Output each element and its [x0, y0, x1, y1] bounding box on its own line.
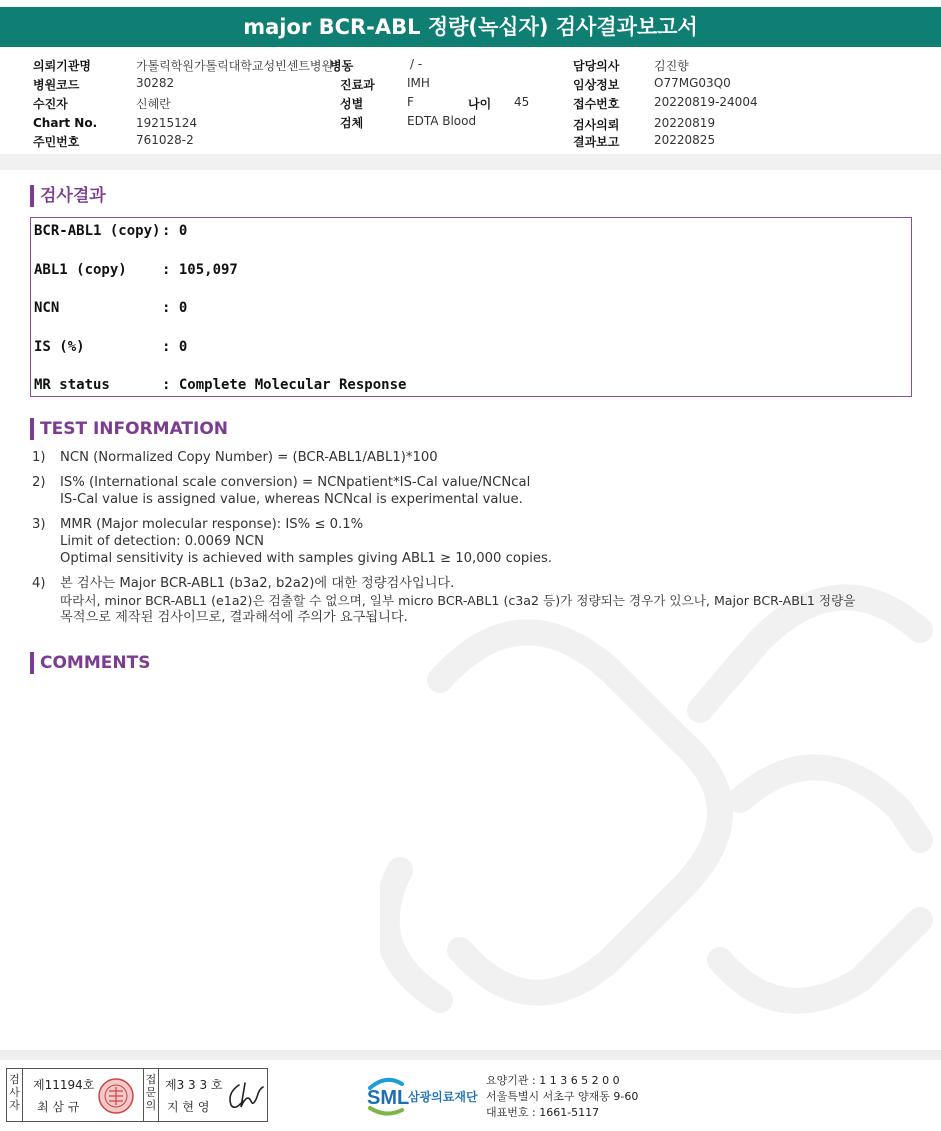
- org-address: 서울특별시 서초구 양재동 9-60: [486, 1090, 639, 1103]
- item-line: 목적으로 제작된 검사이므로, 결과해석에 주의가 요구됩니다.: [60, 610, 408, 625]
- result-label: ABL1 (copy): [34, 262, 127, 278]
- tester-char: 사: [9, 1086, 20, 1099]
- test-info-item: [32, 575, 912, 626]
- sex-label: 성별: [340, 97, 364, 111]
- patient-info-block: [0, 52, 941, 152]
- examinee-label: 수진자: [33, 97, 68, 111]
- examinee-value: 신혜란: [136, 97, 171, 111]
- approver-char: 접: [145, 1073, 157, 1086]
- tester-name: 최 삼 규: [37, 1100, 80, 1114]
- doctor-value: 김진향: [654, 59, 689, 73]
- clinical-label: 임상정보: [573, 78, 620, 92]
- header-divider: [0, 154, 941, 170]
- reception-label: 접수번호: [573, 97, 620, 111]
- dept-value: IMH: [407, 76, 430, 90]
- reception-value: 20220819-24004: [654, 95, 758, 109]
- logo-text: SML: [367, 1087, 410, 1109]
- item-line: 본 검사는 Major BCR-ABL1 (b3a2, b2a2)에 대한 정량검사입니다.: [60, 576, 455, 591]
- hospital-code-value: 30282: [136, 76, 175, 90]
- tester-vertical-label: [7, 1069, 23, 1121]
- approver-vertical-label: [143, 1069, 159, 1121]
- seal-stamp-icon: [97, 1077, 135, 1115]
- result-value: : 105,097: [162, 262, 238, 278]
- result-label: NCN: [34, 300, 60, 316]
- institution-label: 의뢰기관명: [33, 59, 91, 73]
- test-info-item: [32, 516, 912, 567]
- result-row: [34, 262, 238, 278]
- item-line: Limit of detection: 0.0069 NCN: [60, 534, 264, 549]
- test-info-list: [32, 449, 912, 634]
- item-number: 3): [32, 517, 46, 532]
- result-label: MR status: [34, 377, 110, 393]
- resident-id-label: 주민번호: [33, 135, 80, 149]
- test-info-item: [32, 474, 912, 508]
- org-info: [486, 1073, 638, 1121]
- chart-no-label: Chart No.: [33, 116, 98, 130]
- signature-icon: [225, 1079, 265, 1113]
- specimen-value: EDTA Blood: [407, 114, 477, 128]
- approver-char: 문: [145, 1086, 157, 1099]
- item-number: 1): [32, 450, 46, 465]
- result-row: [34, 377, 406, 393]
- result-value: : 0: [162, 223, 188, 239]
- results-section-title: 검사결과: [30, 185, 106, 207]
- report-date-label: 결과보고: [573, 135, 620, 149]
- item-line: IS% (International scale conversion) = NCNpatient*IS-Cal value/NCNcal: [60, 475, 531, 490]
- item-line: Optimal sensitivity is achieved with samples giving ABL1 ≥ 10,000 copies.: [60, 551, 553, 566]
- clinical-value: O77MG03Q0: [654, 76, 731, 90]
- signature-box: [6, 1068, 268, 1122]
- item-line: 따라서, minor BCR-ABL1 (e1a2)은 검출할 수 없으며, 일부 micro BCR-ABL1 (c3a2 등)가 정량되는 경우가 있으나, Major BCR-ABL1 정량을: [60, 593, 856, 608]
- approver-license-no: 제3 3 3 호: [165, 1078, 223, 1092]
- result-row: [34, 223, 187, 239]
- approver-name: 지 현 영: [167, 1100, 210, 1114]
- comments-section-title: COMMENTS: [30, 652, 150, 674]
- tester-char: 검: [9, 1073, 20, 1086]
- institution-value: 가톨릭학원가톨릭대학교성빈센트병원: [136, 59, 334, 73]
- report-date-value: 20220825: [654, 133, 716, 147]
- hospital-code-label: 병원코드: [33, 78, 80, 92]
- age-value: 45: [514, 95, 530, 109]
- report-title: major BCR-ABL 정량(녹십자) 검사결과보고서: [0, 7, 941, 47]
- request-value: 20220819: [654, 116, 716, 130]
- result-row: [34, 339, 187, 355]
- footer-divider: [0, 1050, 941, 1060]
- ward-label: 병동: [330, 59, 354, 73]
- dept-label: 진료과: [340, 78, 375, 92]
- result-value: : 0: [162, 300, 188, 316]
- age-label: 나이: [468, 97, 492, 111]
- result-value: : 0: [162, 339, 188, 355]
- item-line: IS-Cal value is assigned value, whereas NCNcal is experimental value.: [60, 492, 523, 507]
- org-phone: 대표번호 : 1661-5117: [486, 1106, 600, 1119]
- item-number: 4): [32, 576, 46, 591]
- result-value: : Complete Molecular Response: [162, 377, 407, 393]
- ward-value: / -: [410, 57, 423, 71]
- chart-no-value: 19215124: [136, 116, 198, 130]
- org-code: 요양기관 : 1 1 3 6 5 2 0 0: [486, 1074, 620, 1087]
- approver-char: 의: [145, 1099, 157, 1112]
- sex-value: F: [407, 95, 414, 109]
- test-info-section-title: TEST INFORMATION: [30, 418, 228, 440]
- result-label: BCR-ABL1 (copy): [34, 223, 161, 239]
- results-box: [30, 217, 912, 397]
- tester-license-no: 제11194호: [33, 1078, 95, 1092]
- test-info-item: [32, 449, 912, 466]
- item-number: 2): [32, 475, 46, 490]
- tester-char: 자: [9, 1099, 20, 1112]
- resident-id-value: 761028-2: [136, 133, 194, 147]
- result-label: IS (%): [34, 339, 85, 355]
- request-label: 검사의뢰: [573, 118, 620, 132]
- doctor-label: 담당의사: [573, 59, 620, 73]
- watermark-cross-icon: [380, 570, 941, 1030]
- item-line: MMR (Major molecular response): IS% ≤ 0.1%: [60, 517, 364, 532]
- result-row: [34, 300, 187, 316]
- specimen-label: 검체: [340, 116, 364, 130]
- item-line: NCN (Normalized Copy Number) = (BCR-ABL1/ABL1)*100: [60, 450, 438, 465]
- org-name: 삼광의료재단: [408, 1090, 478, 1104]
